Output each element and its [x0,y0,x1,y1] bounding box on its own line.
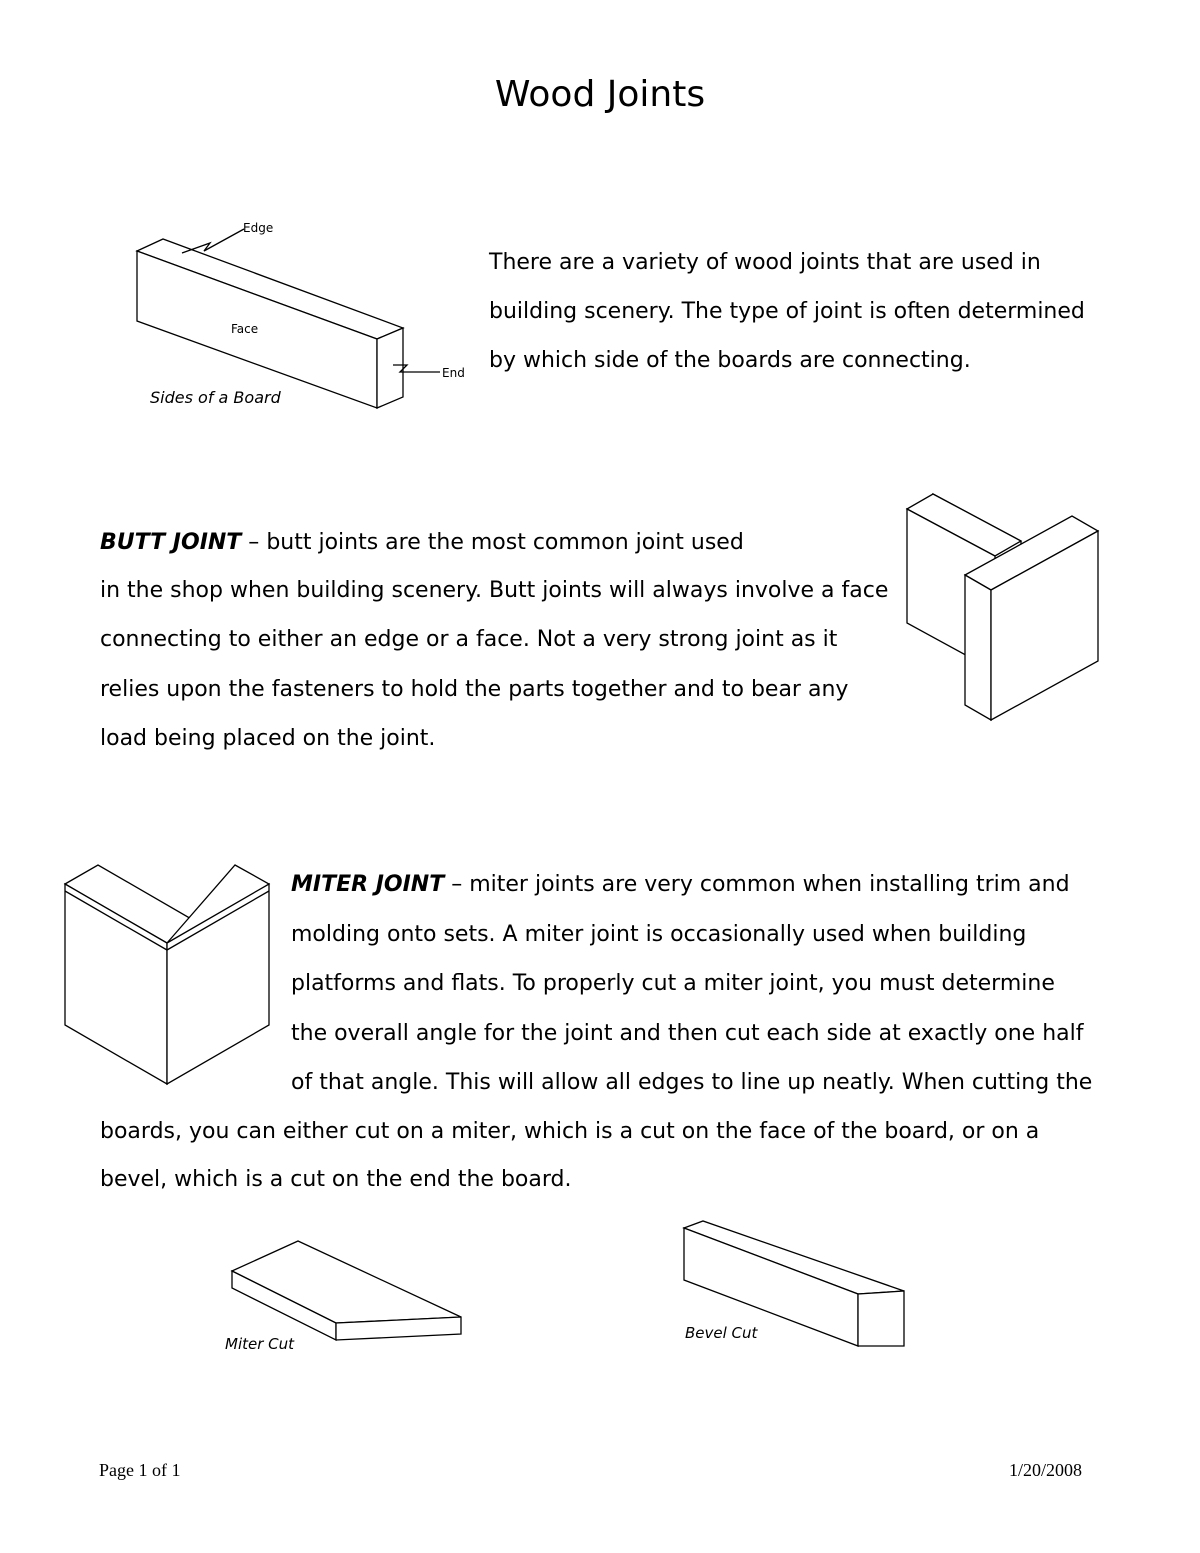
butt-first-text: butt joints are the most common joint used [266,530,744,555]
miter-line: the overall angle for the joint and then cut each side at exactly one half [291,1021,1084,1046]
miter-full-line: boards, you can either cut on a miter, which is a cut on the face of the board, or on a [100,1119,1040,1144]
edge-label: Edge [243,221,274,235]
butt-line: connecting to either an edge or a face. Not a very strong joint as it [100,627,838,652]
miter-cut-caption: Miter Cut [225,1335,295,1353]
intro-line: by which side of the boards are connecting. [489,348,971,373]
miter-joint-figure [55,860,280,1090]
butt-line: load being placed on the joint. [100,726,436,751]
intro-line: building scenery. The type of joint is often determined [489,299,1085,324]
miter-first-text: miter joints are very common when installing trim and [469,872,1070,897]
butt-line: in the shop when building scenery. Butt joints will always involve a face [100,578,889,603]
miter-line: of that angle. This will allow all edges to line up neatly. When cutting the [291,1070,1093,1095]
butt-dash: – [241,530,267,555]
miter-full-line: bevel, which is a cut on the end the board. [100,1167,572,1192]
butt-line: relies upon the fasteners to hold the parts together and to bear any [100,677,849,702]
miter-first-line [291,872,1070,897]
bevel-cut-caption: Bevel Cut [685,1324,758,1342]
miter-joint-label: MITER JOINT [291,872,445,897]
butt-first-line [100,530,744,555]
page-title: Wood Joints [494,74,706,115]
page-date: 1/20/2008 [1009,1460,1083,1480]
intro-line: There are a variety of wood joints that are used in [489,250,1041,275]
butt-joint-label: BUTT JOINT [100,530,242,555]
face-label: Face [231,322,259,336]
miter-line: platforms and flats. To properly cut a miter joint, you must determine [291,971,1055,996]
miter-dash: – [444,872,470,897]
page-number: Page 1 of 1 [99,1460,181,1480]
end-label: End [442,366,465,380]
miter-line: molding onto sets. A miter joint is occasionally used when building [291,922,1027,947]
butt-joint-figure [900,490,1110,725]
miter-cut-figure [225,1235,470,1345]
board-caption: Sides of a Board [150,388,281,407]
